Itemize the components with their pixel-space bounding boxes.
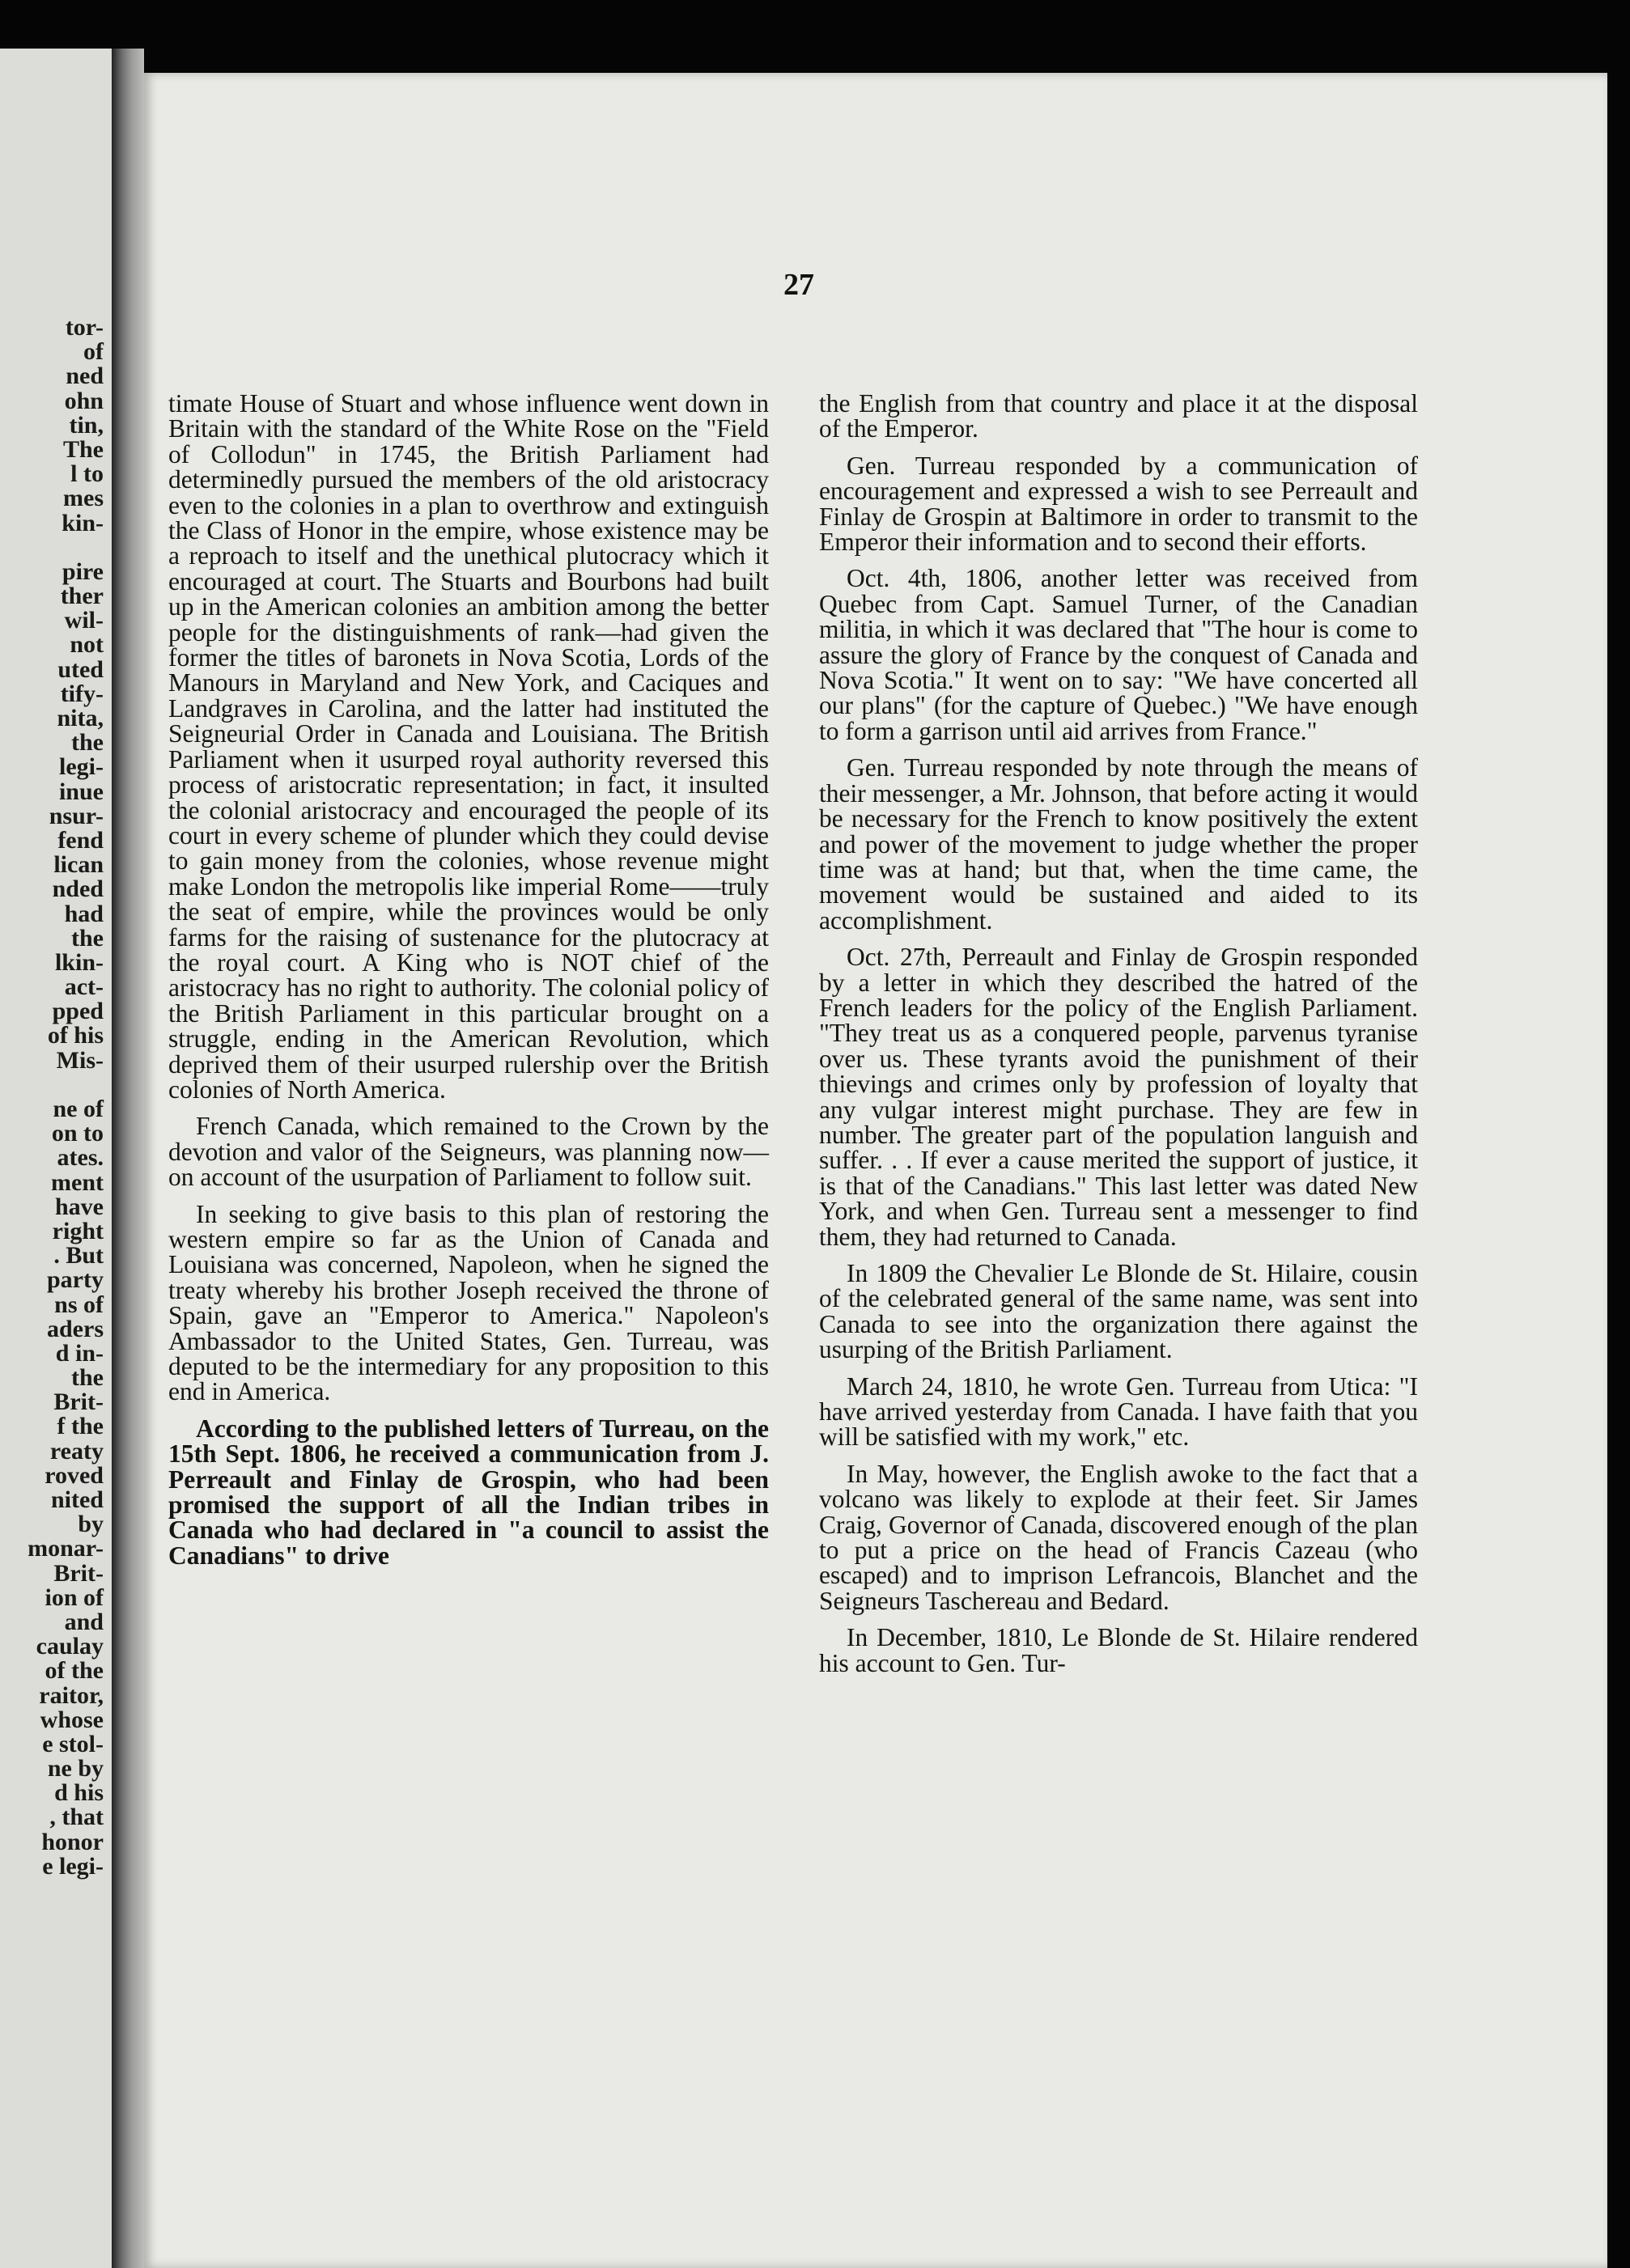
right-paragraph-4: Gen. Turreau responded by note through the means of their messenger, a Mr. Johnson, that before acting it would be necessary for the French to know positively the extent and power of the movement to judge whether the proper time was at hand; but that, when the time came, the movement would be sustained and aided to its accomplishment. — [819, 753, 1418, 935]
left-paragraph-1: timate House of Stuart and whose influence went down in Britain with the standard of the White Rose on the "Field of Collodun" in 1745, the British Parliament had determinedly pursued the members of the old aristocracy even to the colonies in a plan to overthrow and extinguish the Class of Honor in the empire, whose existence may be a reproach to itself and the unethical plutocracy which it encouraged at court. The Stuarts and Bourbons had built up in the American colonies an ambition among the better people for the distinguishments of rank—had given the former the titles of baronets in Nova Scotia, Lords of the Manours in Maryland and New York, and Caciques and Landgraves in Carolina, and the latter had instituted the Seigneurial Order in Canada and Louisiana. The British Parliament when it usurped royal authority reversed this process of aristocratic representation; in fact, it insulted the colonial aristocracy and encouraged the people of its court in every scheme of plunder which they could devise to gain money from the colonies, whose revenue might make London the metropolis like imperial Rome——truly the seat of empire, while the provinces would be only farms for the raising of sustenance for the plutocracy at the royal court. A King who is NOT chief of the aristocracy has no right to authority. The colonial policy of the British Parliament in this particular brought on a struggle, ending in the American Revolution, which deprived them of their usurped rulership over the British colonies of North America. — [168, 389, 769, 1104]
previous-page-fragment: uted — [57, 655, 104, 683]
previous-page-edge — [0, 49, 112, 2268]
previous-page-fragment: The — [62, 435, 104, 463]
previous-page-fragment: legi- — [59, 753, 104, 781]
previous-page-fragment: nsur- — [49, 802, 104, 829]
previous-page-fragment: ates. — [57, 1144, 104, 1172]
previous-page-fragment: of — [83, 338, 104, 366]
previous-page-fragment: had — [64, 900, 104, 927]
previous-page-fragment: Brit- — [53, 1559, 104, 1587]
previous-page-fragment: lican — [53, 851, 104, 879]
right-paragraph-9: In December, 1810, Le Blonde de St. Hilaire rendered his account to Gen. Tur- — [819, 1623, 1418, 1677]
right-paragraph-1: the English from that country and place it at the disposal of the Emperor. — [819, 389, 1418, 443]
previous-page-fragment: ohn — [64, 387, 104, 414]
previous-page-fragment: tin, — [69, 411, 104, 439]
previous-page-fragment: mes — [63, 485, 104, 512]
book-gutter — [112, 49, 144, 2268]
previous-page-fragment: e stol- — [42, 1730, 104, 1757]
right-paragraph-7: March 24, 1810, he wrote Gen. Turreau from Utica: "I have arrived yesterday from Canada. I have faith that you will be satisfied with my work," etc. — [819, 1371, 1418, 1452]
previous-page-fragment: ther — [60, 583, 104, 610]
previous-page-fragment: nded — [52, 875, 104, 903]
right-paragraph-6: In 1809 the Chevalier Le Blonde de St. Hilaire, cousin of the celebrated general of the same name, was sent into Canada to see into the organization there against the usurping of the British Parliament. — [819, 1259, 1418, 1364]
previous-page-fragment: monar- — [28, 1535, 104, 1562]
previous-page-fragment: kin- — [62, 509, 104, 536]
right-paragraph-8: In May, however, the English awoke to the fact that a volcano was likely to explode at their feet. Sir James Craig, Governor of Canada, discovered enough of the plan to put a price on the head of Francis Cazeau (who escaped) and to imprison Lefrancois, Blanchet and the Seigneurs Taschereau and Bedard. — [819, 1459, 1418, 1615]
previous-page-fragment: e legi- — [42, 1852, 104, 1880]
previous-page-fragment: tor- — [65, 314, 104, 341]
previous-page-fragment: f the — [57, 1413, 104, 1440]
previous-page-fragment: not — [70, 631, 104, 659]
left-paragraph-4: According to the published letters of Turreau, on the 15th Sept. 1806, he received a communication from J. Perreault and Finlay de Grospin, who had been promised the support of all the Indian tribes in Canada who had declared in "a council to assist the Canadians" to drive — [168, 1414, 769, 1570]
previous-page-fragment: pire — [62, 557, 104, 585]
previous-page-fragment: of the — [45, 1657, 104, 1685]
previous-page-fragment: the — [71, 729, 104, 757]
previous-page-fragment: nita, — [57, 705, 104, 731]
previous-page-fragment: ns of — [54, 1291, 104, 1318]
previous-page-fragment: the — [71, 924, 104, 952]
left-column — [168, 391, 769, 1579]
previous-page-fragment: reaty — [49, 1437, 104, 1465]
previous-page-fragment: ne by — [47, 1755, 104, 1783]
previous-page-text — [0, 316, 104, 1879]
previous-page-fragment: wil- — [64, 607, 104, 634]
previous-page-fragment: l to — [70, 460, 104, 488]
previous-page-fragment: d his — [54, 1779, 104, 1807]
previous-page-fragment: ment — [51, 1168, 104, 1196]
previous-page-fragment: pped — [52, 998, 104, 1025]
previous-page-fragment: and — [64, 1608, 104, 1635]
previous-page-fragment: d in- — [55, 1339, 104, 1367]
previous-page-fragment: act- — [64, 973, 104, 1001]
previous-page-fragment: tify- — [60, 680, 104, 707]
previous-page-fragment: nited — [50, 1486, 104, 1513]
previous-page-fragment: ned — [66, 362, 104, 390]
previous-page-fragment — [0, 1073, 104, 1097]
previous-page-fragment: aders — [47, 1315, 104, 1342]
previous-page-fragment: have — [55, 1193, 104, 1220]
right-paragraph-2: Gen. Turreau responded by a communication of encouragement and expressed a wish to see Perreault and Finlay de Grospin at Baltimore in order to transmit to the Emperor their information and to second their efforts. — [819, 451, 1418, 557]
previous-page-fragment: of his — [47, 1022, 104, 1049]
previous-page-fragment: honor — [41, 1828, 104, 1855]
previous-page-fragment: inue — [58, 778, 104, 805]
previous-page-fragment: party — [47, 1266, 104, 1294]
previous-page-fragment: ion of — [45, 1583, 104, 1611]
previous-page-fragment: raitor, — [39, 1681, 104, 1709]
previous-page-fragment: the — [71, 1364, 104, 1392]
previous-page-fragment: , that — [49, 1804, 104, 1831]
previous-page-fragment: Brit- — [53, 1388, 104, 1416]
left-paragraph-2: French Canada, which remained to the Crown by the devotion and valor of the Seigneurs, was planning now—on account of the usurpation of Parliament to follow suit. — [168, 1112, 769, 1192]
previous-page-fragment — [0, 536, 104, 560]
previous-page-fragment: right — [52, 1217, 104, 1244]
previous-page-fragment: fend — [57, 826, 104, 854]
right-paragraph-3: Oct. 4th, 1806, another letter was received from Quebec from Capt. Samuel Turner, of the Canadian militia, in which it was declared that "The hour is come to assure the glory of France by the conquest of Canada and Nova Scotia." It went on to say: "We have concerted all our plans" (for the capture of Quebec.) "We have enough to form a garrison until aid arrives from France." — [819, 564, 1418, 745]
previous-page-fragment: roved — [45, 1461, 104, 1489]
previous-page-fragment: ne of — [53, 1096, 104, 1122]
previous-page-fragment: whose — [40, 1706, 104, 1733]
right-paragraph-5: Oct. 27th, Perreault and Finlay de Grospin responded by a letter in which they described the hatred of the French leaders for the policy of the English Parliament. "They treat us as a conquered people, parvenus tyranise over us. These tyrants avoid the punishment of their thievings and crimes only by profession of loyalty that any vulgar interest might purchase. They are few in number. The greater part of the population languish and suffer. . . If ever a cause merited the support of justice, it is that of the Canadians." This last letter was dated New York, and when Gen. Turreau sent a messenger to find them, they had returned to Canada. — [819, 943, 1418, 1251]
previous-page-fragment: caulay — [36, 1633, 104, 1660]
left-paragraph-3: In seeking to give basis to this plan of restoring the western empire so far as the Union of Canada and Louisiana was concerned, Napoleon, when he signed the treaty whereby his brother Joseph received the throne of Spain, gave an "Emperor to America." Napoleon's Ambassador to the United States, Gen. Turreau, was deputed to be the intermediary for any proposition to this end in America. — [168, 1199, 769, 1406]
previous-page-fragment: . But — [53, 1242, 104, 1270]
previous-page-fragment: Mis- — [56, 1046, 104, 1074]
page-number: 27 — [783, 268, 814, 302]
previous-page-fragment: lkin- — [54, 948, 104, 976]
previous-page-fragment: on to — [51, 1120, 104, 1147]
right-column — [819, 391, 1418, 1687]
previous-page-fragment: by — [78, 1511, 104, 1538]
book-page — [144, 73, 1607, 2268]
